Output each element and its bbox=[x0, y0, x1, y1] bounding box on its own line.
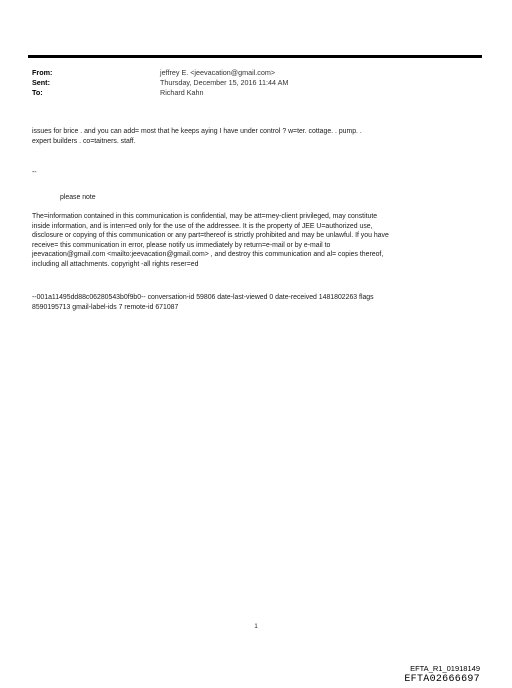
header-rule bbox=[28, 55, 482, 58]
disclaimer-line: including all attachments. copyright -all rights reser=ed bbox=[32, 260, 199, 268]
from-row bbox=[32, 68, 482, 78]
sent-value: Thursday, December 15, 2016 11:44 AM bbox=[160, 78, 289, 87]
page-number: 1 bbox=[254, 624, 258, 630]
from-label: From: bbox=[32, 68, 53, 77]
to-row bbox=[32, 88, 482, 98]
disclaimer-line: jeevacation@gmail.com <mailto:jeevacation@gmail.com> , and destroy this communication and al= copies thereof, bbox=[32, 251, 384, 259]
disclaimer bbox=[32, 212, 472, 270]
message-line: expert builders . co=taitners. staff. bbox=[32, 137, 136, 145]
email-header bbox=[32, 68, 482, 98]
message-body bbox=[32, 127, 472, 146]
bates-number-1: EFTA_R1_01918149 bbox=[410, 664, 480, 673]
metadata-line: --001a11495dd88c06280543b0f9b0-- conversation-id 59806 date-last-viewed 0 date-received 1481802263 flags bbox=[32, 294, 374, 301]
metadata-line: 8590195713 gmail-label-ids 7 remote-id 671087 bbox=[32, 303, 179, 311]
disclaimer-line: The=information contained in this communication is confidential, may be att=rney-client privileged, may constitute bbox=[32, 213, 378, 220]
bates-number-2: EFTA02666697 bbox=[404, 674, 480, 685]
please-note: please note bbox=[60, 194, 96, 201]
sent-row bbox=[32, 78, 482, 88]
sent-label: Sent: bbox=[32, 78, 50, 87]
to-label: To: bbox=[32, 88, 43, 97]
message-line: issues for brice . and you can add= most that he keeps aying I have under control ? w=ter. cottage. . pump. . bbox=[32, 128, 362, 135]
disclaimer-line: inside information, and is inten=ed only for the use of the addressee. It is the property of JEE U=authorized use, bbox=[32, 222, 373, 230]
message-metadata bbox=[32, 293, 472, 312]
disclaimer-line: disclosure or copying of this communication or any part=thereof is strictly prohibited and may be unlawful. If you have bbox=[32, 232, 389, 240]
to-value: Richard Kahn bbox=[160, 88, 204, 97]
disclaimer-line: receive= this communication in error, please notify us immediately by return=e-mail or by e-mail to bbox=[32, 241, 331, 249]
signature-separator: -- bbox=[32, 169, 37, 176]
from-value: jeffrey E. <jeevacation@gmail.com> bbox=[160, 68, 276, 77]
